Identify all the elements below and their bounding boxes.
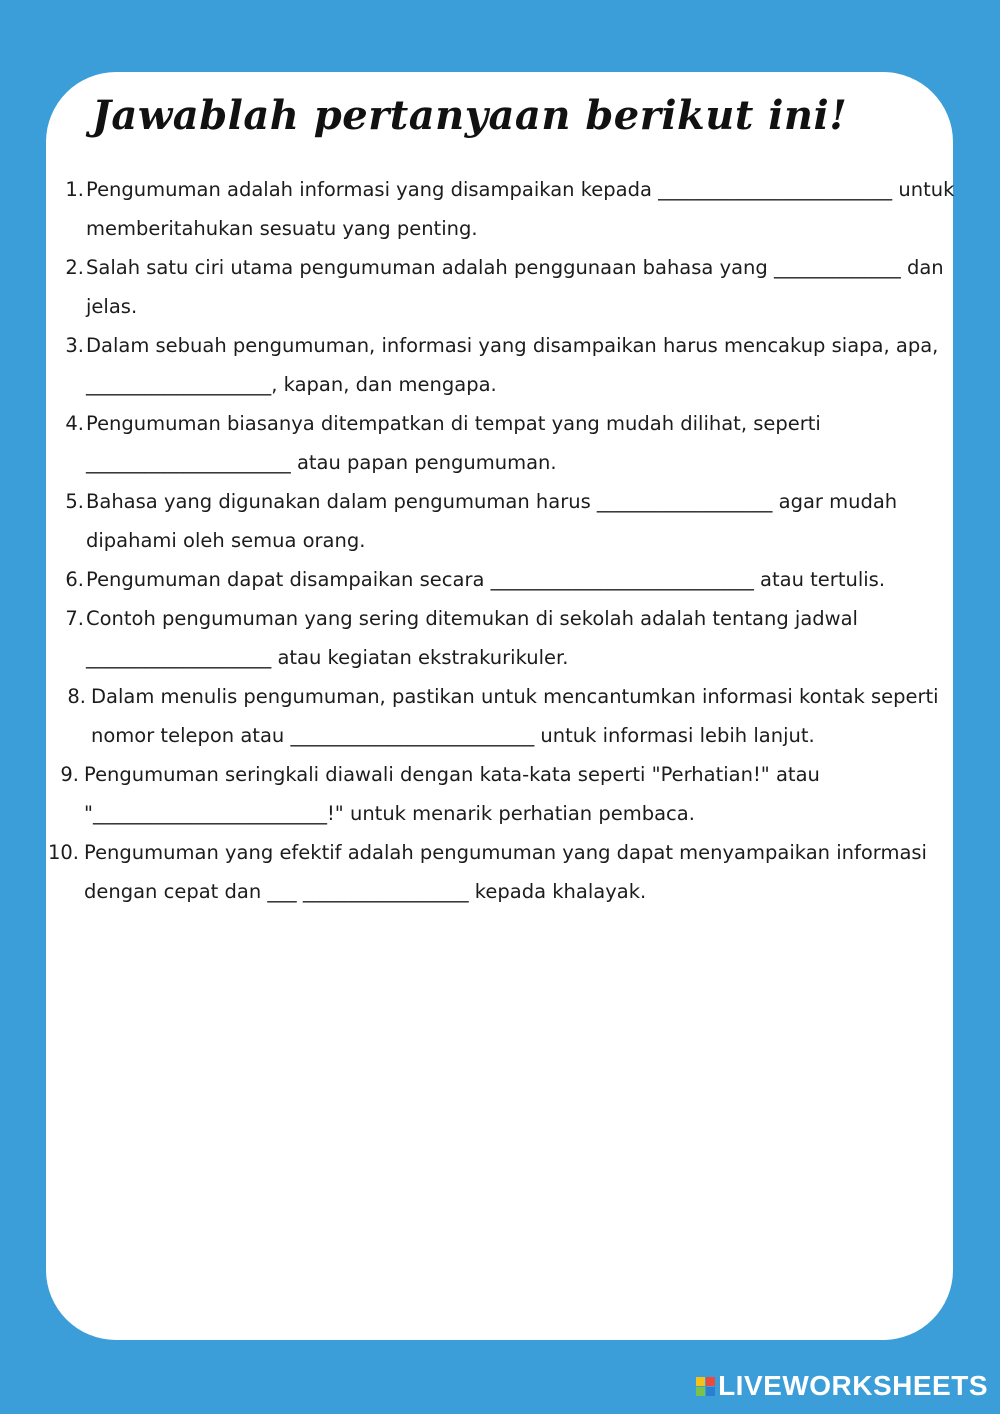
question-number: 5. xyxy=(65,490,84,513)
question-number: 8. xyxy=(67,685,86,708)
question-number: 7. xyxy=(65,607,84,630)
question-item xyxy=(46,170,956,248)
question-number: 10. xyxy=(47,841,79,864)
question-text: Contoh pengumuman yang sering ditemukan di sekolah adalah tentang jadwal ___________________ atau kegiatan ekstrakurikuler. xyxy=(86,607,858,669)
question-item xyxy=(46,677,956,755)
question-text: Dalam menulis pengumuman, pastikan untuk mencantumkan informasi kontak seperti nomor telepon atau _________________________ untuk informasi lebih lanjut. xyxy=(91,685,939,747)
question-item xyxy=(46,482,956,560)
question-number: 9. xyxy=(60,763,79,786)
question-item xyxy=(46,404,956,482)
question-number: 6. xyxy=(65,568,84,591)
question-item xyxy=(46,560,956,599)
question-text: Dalam sebuah pengumuman, informasi yang disampaikan harus mencakup siapa, apa, ___________________, kapan, dan mengapa. xyxy=(86,334,939,396)
question-number: 3. xyxy=(65,334,84,357)
question-number: 1. xyxy=(65,178,84,201)
question-text: Pengumuman adalah informasi yang disampaikan kepada ________________________ untuk memberitahukan sesuatu yang penting. xyxy=(86,178,955,240)
question-item xyxy=(46,326,956,404)
question-text: Pengumuman dapat disampaikan secara ___________________________ atau tertulis. xyxy=(86,568,886,591)
liveworksheets-logo xyxy=(696,1370,988,1402)
question-text: Pengumuman seringkali diawali dengan kata-kata seperti "Perhatian!" atau "________________________!" untuk menarik perhatian pembaca. xyxy=(84,763,820,825)
question-item xyxy=(46,248,956,326)
question-item xyxy=(46,833,956,911)
question-text: Pengumuman yang efektif adalah pengumuman yang dapat menyampaikan informasi dengan cepat dan ___ _________________ kepada khalayak. xyxy=(84,841,927,903)
question-text: Pengumuman biasanya ditempatkan di tempat yang mudah dilihat, seperti _____________________ atau papan pengumuman. xyxy=(86,412,821,474)
liveworksheets-logo-icon xyxy=(696,1377,715,1396)
question-item xyxy=(46,755,956,833)
worksheet-title: Jawablah pertanyaan berikut ini! xyxy=(92,92,848,139)
question-text: Salah satu ciri utama pengumuman adalah penggunaan bahasa yang _____________ dan jelas. xyxy=(86,256,944,318)
question-number: 4. xyxy=(65,412,84,435)
liveworksheets-brand: LIVEWORKSHEETS xyxy=(718,1370,988,1401)
question-item xyxy=(46,599,956,677)
question-number: 2. xyxy=(65,256,84,279)
question-text: Bahasa yang digunakan dalam pengumuman harus __________________ agar mudah dipahami oleh semua orang. xyxy=(86,490,898,552)
question-list xyxy=(46,170,956,911)
